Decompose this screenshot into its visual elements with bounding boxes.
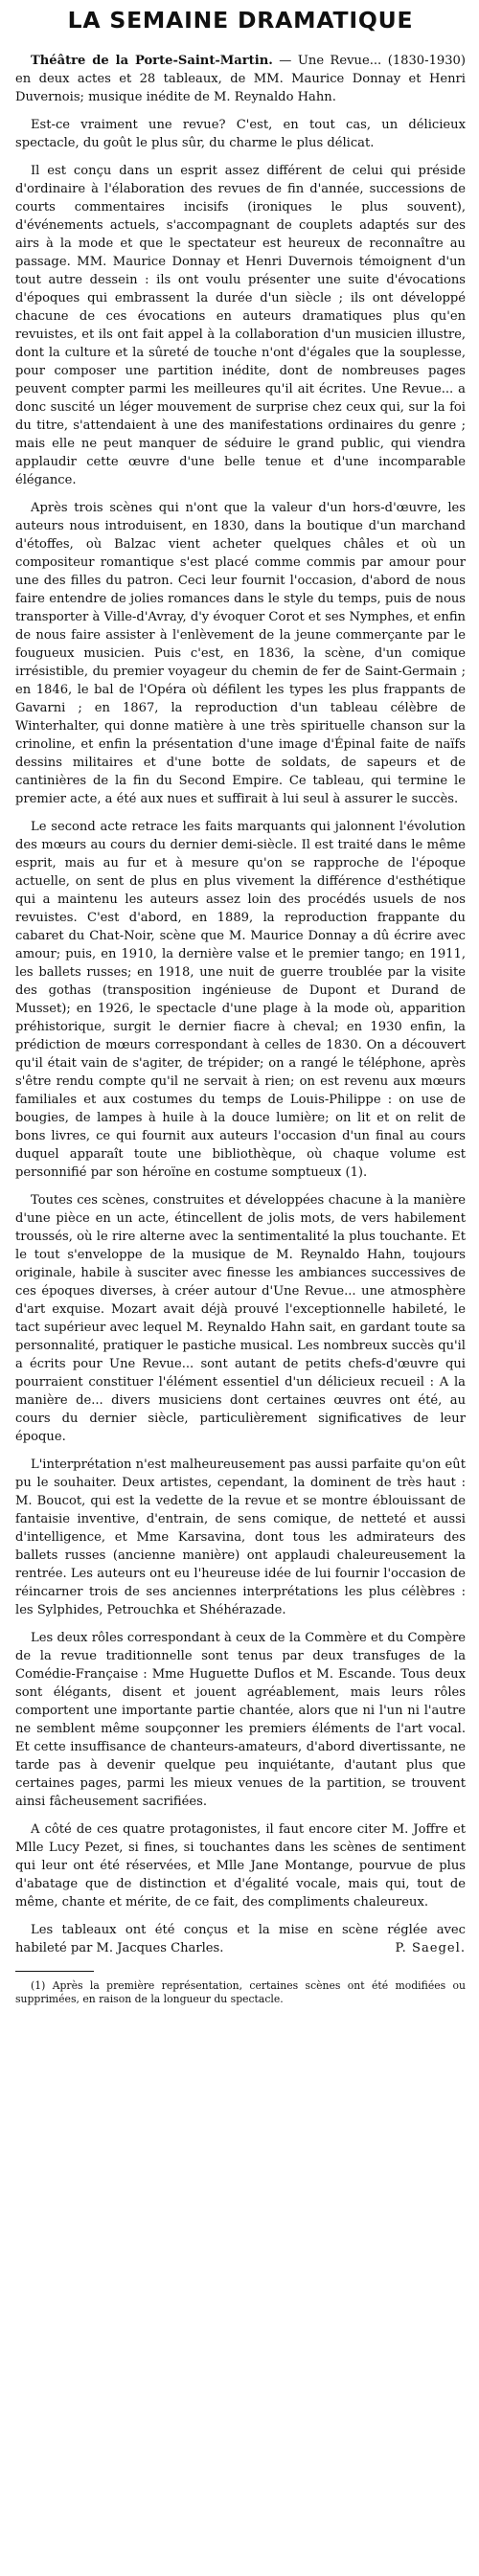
paragraph: Est-ce vraiment une revue? C'est, en tout cas, un délicieux spectacle, du goût le plus sûr, du charme le plus délicat. bbox=[15, 118, 466, 150]
paragraph: L'interprétation n'est malheureusement pas aussi parfaite qu'on eût pu le souhaiter. Deux artistes, cependant, la dominent de très haut : M. Boucot, qui est la vedette de la revue et se montre éblouissant de fantaisie inventive, d'entrain, de sens comique, de netteté et aussi d'intelligence, et Mme Karsavina, dont tous les admirateurs des ballets russes (ancienne manière) ont applaudi chaleureusement la rentrée. Les auteurs ont eu l'heureuse idée de lui fournir l'occasion de réincarner trois de ses anciennes interprétations les plus célèbres : les Sylphides, Petrouchka et Shéhérazade. bbox=[15, 1457, 466, 1617]
author-signature: P. Saegel. bbox=[395, 1941, 466, 1955]
paragraph: Toutes ces scènes, construites et développées chacune à la manière d'une pièce en un acte, étincellent de jolis mots, de vers habilement troussés, où le rire alterne avec la sentimentalité la plus touchante. Et le tout s'enveloppe de la musique de M. Reynaldo Hahn, toujours originale, habile à susciter avec finesse les ambiances successives de ces époques diverses, à créer autour d'Une Revue... une atmosphère d'art exquise. Mozart avait déjà prouvé l'exceptionnelle habileté, le tact supérieur avec lequel M. Reynaldo Hahn sait, en gardant toute sa personnalité, pratiquer le pastiche musical. Les nombreux succès qu'il a écrits pour Une Revue... sont autant de petits chefs-d'œuvre qui pourraient constituer l'élément essentiel d'un délicieux recueil : A la manière de... divers musiciens dont certaines œuvres ont été, au cours du dernier siècle, particulièrement significatives de leur époque. bbox=[15, 1193, 466, 1444]
footnote: (1) Après la première représentation, certaines scènes ont été modifiées ou supprimées, en raison de la longueur du spectacle. bbox=[15, 1979, 466, 2005]
paragraph: Le second acte retrace les faits marquants qui jalonnent l'évolution des mœurs au cours du dernier demi-siècle. Il est traité dans le même esprit, mais au fur et à mesure qu'on se rapproche de l'époque actuelle, on sent de plus en plus vivement la différence d'esthétique qui a maintenu les auteurs assez loin des procédés usuels de nos revuistes. C'est d'abord, en 1889, la reproduction frappante du cabaret du Chat-Noir, scène que M. Maurice Donnay a dû écrire avec amour; puis, en 1910, la dernière valse et le premier tango; en 1911, les ballets russes; en 1918, une nuit de guerre troublée par la visite des gothas (transposition ingénieuse de Dupont et Durand de Musset); en 1926, le spectacle d'une plage à la mode où, apparition préhistorique, surgit le dernier fiacre à cheval; en 1930 enfin, la prédiction de mœurs correspondant à celles de 1830. On a découvert qu'il était vain de s'agiter, de trépider; on a rangé le téléphone, après s'être rendu compte qu'il ne servait à rien; on est revenu aux mœurs familiales et aux costumes du temps de Louis-Philippe : on use de bougies, de lampes à huile à la douce lumière; on lit et on relit de bons livres, ce qui fournit aux auteurs l'occasion d'un final au cours duquel apparaît toute une bibliothèque, où chaque volume est personnifié par son héroïne en costume somptueux (1). bbox=[15, 820, 466, 1180]
review-heading bbox=[15, 52, 466, 106]
paragraph: A côté de ces quatre protagonistes, il faut encore citer M. Joffre et Mlle Lucy Pezet, si fines, si touchantes dans les scènes de sentiment qui leur ont été réservées, et Mlle Jane Montange, pourvue de plus d'abatage que de distinction et d'égalité vocale, mais qui, tout de même, chante et mérite, de ce fait, des compliments chaleureux. bbox=[15, 1822, 466, 1909]
closing-text: Les tableaux ont été conçus et la mise en scène réglée avec habileté par M. Jacques Charles. bbox=[15, 1923, 466, 1955]
paragraph: Après trois scènes qui n'ont que la valeur d'un hors-d'œuvre, les auteurs nous introduisent, en 1830, dans la boutique d'un marchand d'étoffes, où Balzac vient acheter quelques châles et où un compositeur romantique s'est placé comme commis par amour pour une des filles du patron. Ceci leur fournit l'occasion, d'abord de nous faire entendre de jolies romances dans le style du temps, puis de nous transporter à Ville-d'Avray, d'y évoquer Corot et ses Nymphes, et enfin de nous faire assister à l'enlèvement de la jeune commerçante par le fougueux musicien. Puis c'est, en 1836, la scène, d'un comique irrésistible, du premier voyageur du chemin de fer de Saint-Germain ; en 1846, le bal de l'Opéra où défilent les types les plus frappants de Gavarni ; en 1867, la reproduction d'un tableau célèbre de Winterhalter, qui donne matière à une très spirituelle chanson sur la crinoline, et enfin la présentation d'une image d'Épinal faite de naïfs dessins militaires et d'une botte de soldats, de sapeurs et de cantinières de la fin du Second Empire. Ce tableau, qui termine le premier acte, a été aux nues et suffirait à lui seul à assurer le succès. bbox=[15, 501, 466, 806]
footnote-divider bbox=[15, 1971, 94, 1972]
paragraph: Il est conçu dans un esprit assez différent de celui qui préside d'ordinaire à l'élaboration des revues de fin d'année, successions de courts commentaires incisifs (ironiques le plus souvent), d'événements actuels, s'accompagnant de couplets adaptés sur des airs à la mode et que le spectateur est heureux de reconnaître au passage. MM. Maurice Donnay et Henri Duvernois témoignent d'un tout autre dessein : ils ont voulu présenter une suite d'évocations d'époques qui embrassent la durée d'un siècle ; ils ont développé chacune de ces évocations en auteurs dramatiques plus qu'en revuistes, et ils ont fait appel à la collaboration d'un musicien illustre, dont la culture et la sûreté de touche n'ont d'égales que la souplesse, pour composer une partition inédite, dont de nombreuses pages peuvent compter parmi les meilleures qu'il ait écrites. Une Revue... a donc suscité un léger mouvement de surprise chez ceux qui, sur la foi du titre, s'attendaient à une des manifestations ordinaires du genre ; mais elle ne peut manquer de séduire le grand public, qui viendra applaudir cette œuvre d'une belle tenue et d'une incomparable élégance. bbox=[15, 164, 466, 487]
theatre-name: Théâtre de la Porte-Saint-Martin. bbox=[31, 54, 273, 68]
page-title: LA SEMAINE DRAMATIQUE bbox=[67, 7, 414, 34]
paragraph: Les deux rôles correspondant à ceux de la Commère et du Compère de la revue traditionnelle sont tenus par deux transfuges de la Comédie-Française : Mme Huguette Duflos et M. Escande. Tous deux sont élégants, disent et jouent agréablement, mais leurs rôles comportent une importante partie chantée, alors que ni l'un ni l'autre ne semblent même soupçonner les premiers éléments de l'art vocal. Et cette insuffisance de chanteurs-amateurs, d'abord divertissante, ne tarde pas à devenir quelque peu inquiétante, d'autant plus que certaines pages, parmi les mieux venues de la partition, se trouvent ainsi fâcheusement sacrifiées. bbox=[15, 1631, 466, 1809]
closing-paragraph bbox=[15, 1921, 466, 1957]
article-body bbox=[15, 52, 466, 1957]
production-details: — Une Revue... (1830-1930) en deux actes et 28 tableaux, de MM. Maurice Donnay et Henri Duvernois; musique inédite de M. Reynaldo Hahn. bbox=[15, 54, 466, 104]
